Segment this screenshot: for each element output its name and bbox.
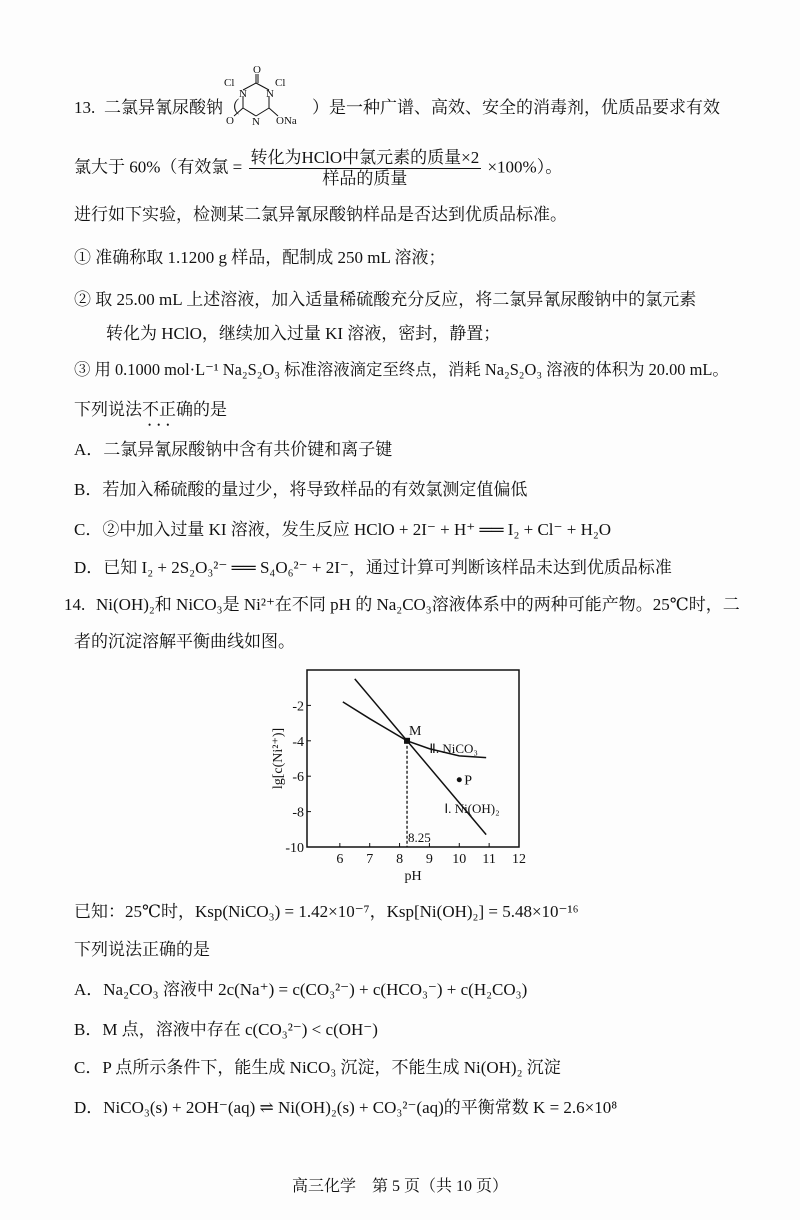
atom-cl: Cl: [224, 77, 235, 89]
atom-n: N: [266, 88, 274, 100]
q14-option-b: B．M 点，溶液中存在 c(CO₃²⁻) < c(OH⁻): [74, 1020, 378, 1039]
q13-step2: ② 取 25.00 mL 上述溶液，加入适量稀硫酸充分反应，将二氯异氰尿酸钠中的氯元素: [74, 290, 697, 309]
atom-n: N: [252, 116, 260, 128]
x-tick-label: 10: [452, 852, 467, 867]
y-tick-label: -10: [285, 841, 304, 856]
fraction-denominator: 样品的质量: [322, 169, 408, 188]
formula-prefix: 氯大于 60%（有效氯 =: [74, 157, 243, 177]
q13-step3: ③ 用 0.1000 mol·L⁻¹ Na₂S₂O₃ 标准溶液滴定至终点，消耗 Na₂S₂O₃ 溶液的体积为 20.00 mL。: [74, 360, 729, 379]
x-tick-label: 11: [482, 852, 496, 867]
q13-option-d: D．已知 I₂ + 2S₂O₃²⁻ ══ S₄O₆²⁻ + 2I⁻，通过计算可判断该样品未达到优质品标准: [74, 558, 672, 577]
q13-option-a: A．二氯异氰尿酸钠中含有共价键和离子键: [74, 440, 393, 459]
curve-label-nioh2: Ⅰ. Ni(OH)₂: [444, 801, 500, 817]
q14-option-d: D．NiCO₃(s) + 2OH⁻(aq) ⇌ Ni(OH)₂(s) + CO₃²⁻(aq)的平衡常数 K = 2.6×10⁸: [74, 1098, 618, 1117]
solubility-chart: [270, 660, 540, 890]
question-text: 的是: [193, 400, 227, 419]
q14-known: 已知：25℃时，Ksp(NiCO₃) = 1.42×10⁻⁷，Ksp[Ni(OH)₂] = 5.48×10⁻¹⁶: [74, 902, 579, 921]
q13-question: [74, 399, 227, 430]
emphasis-dots: •••: [148, 420, 176, 430]
q14-number: 14.: [64, 595, 86, 614]
plot-frame: [307, 670, 519, 847]
point-p-marker: [457, 777, 462, 782]
emphasized-word: 不正确: [142, 400, 193, 419]
atom-o: O: [253, 64, 261, 76]
atom-ona: ONa: [276, 115, 297, 127]
y-axis-label: lg[c(Ni²⁺)]: [271, 727, 286, 790]
atom-o: O: [226, 115, 234, 127]
annotation-825: 8.25: [408, 830, 431, 845]
fraction-numerator: 转化为HClO中氯元素的质量×2: [250, 148, 480, 167]
q13-number: 13.: [74, 98, 96, 117]
q14-line1: Ni(OH)₂和 NiCO₃是 Ni²⁺在不同 pH 的 Na₂CO₃溶液体系中的两种可能产物。25℃时，二: [96, 595, 740, 614]
q14-option-c: C．P 点所示条件下，能生成 NiCO₃ 沉淀，不能生成 Ni(OH)₂ 沉淀: [74, 1058, 561, 1077]
q13-option-b: B．若加入稀硫酸的量过少，将导致样品的有效氯测定值偏低: [74, 480, 528, 499]
y-tick-label: -4: [292, 734, 304, 750]
q13-option-c: C．②中加入过量 KI 溶液，发生反应 HClO + 2I⁻ + H⁺ ══ I₂ + Cl⁻ + H₂O: [74, 520, 612, 539]
q14-option-a: A．Na₂CO₃ 溶液中 2c(Na⁺) = c(CO₃²⁻) + c(HCO₃⁻) + c(H₂CO₃): [74, 980, 528, 999]
q13-intro-b: ）是一种广谱、高效、安全的消毒剂，优质品要求有效: [312, 98, 720, 117]
q14-question: 下列说法正确的是: [74, 940, 210, 959]
effective-chlorine-fraction: [249, 148, 482, 189]
q13-formula-line: [74, 148, 562, 189]
q13-step2-cont: 转化为 HClO，继续加入过量 KI 溶液，密封，静置；: [106, 324, 501, 343]
q13-step1: ① 准确称取 1.1200 g 样品，配制成 250 mL 溶液；: [74, 248, 446, 267]
y-tick-label: -2: [292, 699, 304, 715]
page-footer: 高三化学 第 5 页（共 10 页）: [291, 1178, 508, 1195]
emphasis-text: [142, 400, 193, 430]
q13-intro-a: 二氯异氰尿酸钠（: [104, 98, 240, 117]
point-p-label: P: [464, 773, 473, 789]
x-axis-label: pH: [404, 869, 422, 884]
point-m-label: M: [409, 723, 422, 739]
x-tick-label: 12: [512, 852, 526, 867]
q13-line3: 进行如下实验，检测某二氯异氰尿酸钠样品是否达到优质品标准。: [74, 205, 567, 224]
x-tick-label: 9: [425, 852, 433, 867]
y-tick-label: -6: [292, 770, 304, 786]
q14-line2: 者的沉淀溶解平衡曲线如图。: [74, 632, 295, 651]
y-tick-label: -8: [292, 805, 304, 821]
formula-suffix: ×100%）。: [487, 157, 563, 177]
molecule-structure: [218, 62, 318, 132]
x-tick-label: 6: [336, 852, 344, 867]
atom-cl: Cl: [275, 77, 286, 89]
atom-n: N: [239, 88, 247, 100]
curve-label-nico3: Ⅱ. NiCO₃: [429, 740, 478, 756]
question-text: 下列说法: [74, 400, 142, 419]
x-tick-label: 8: [396, 852, 404, 867]
x-tick-label: 7: [366, 852, 374, 867]
